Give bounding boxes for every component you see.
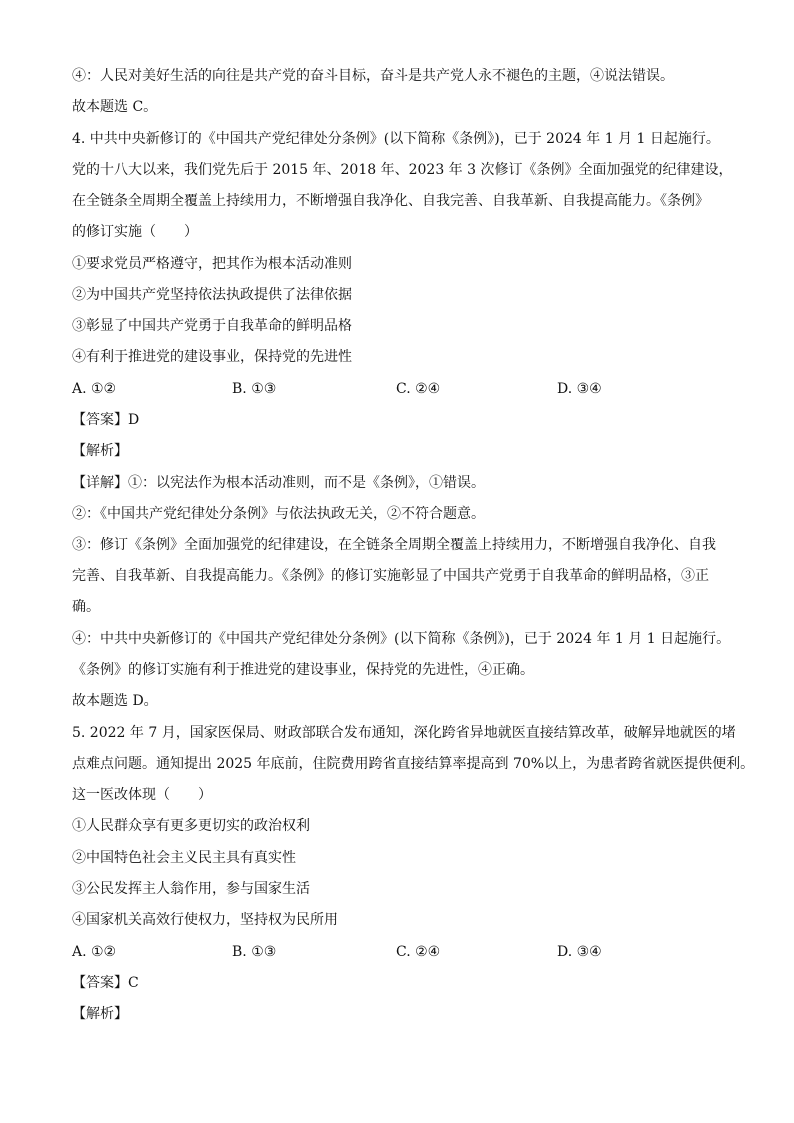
answer-line: 【答案】C xyxy=(72,975,139,991)
detail-line: ④：中共中央新修订的《中国共产党纪律处分条例》(以下简称《条例》)，已于 2024 年 1 月 1 日起施行。 xyxy=(72,631,731,647)
question-4-choice-c: C. ②④ xyxy=(396,381,441,397)
question-4-option: ①要求党员严格遵守，把其作为根本活动准则 xyxy=(72,256,352,272)
question-5-option: ③公民发挥主人翁作用，参与国家生活 xyxy=(72,881,310,897)
question-5-choice-a: A. ①② xyxy=(72,944,117,960)
question-5-stem: 点难点问题。通知提出 2025 年底前，住院费用跨省直接结算率提高到 70%以上，为患者跨省就医提供便利。 xyxy=(72,756,755,772)
detail-line: 故本题选 D。 xyxy=(72,693,158,709)
text-line: 故本题选 C。 xyxy=(72,99,158,115)
question-4-stem: 的修订实施（ ） xyxy=(72,224,198,240)
question-4-stem: 党的十八大以来，我们党先后于 2015 年、2018 年、2023 年 3 次修订《条例》全面加强党的纪律建设， xyxy=(72,162,733,178)
detail-line: 【详解】①：以宪法作为根本活动准则，而不是《条例》，①错误。 xyxy=(72,475,485,491)
detail-line: 完善、自我革新、自我提高能力。《条例》的修订实施彰显了中国共产党勇于自我革命的鲜明品格，③正 xyxy=(72,568,709,584)
analysis-heading: 【解析】 xyxy=(72,1006,128,1022)
question-5-choice-b: B. ①③ xyxy=(232,944,277,960)
question-5-choice-c: C. ②④ xyxy=(396,944,441,960)
question-5-option: ②中国特色社会主义民主具有真实性 xyxy=(72,850,296,866)
question-5-choice-d: D. ③④ xyxy=(557,944,602,960)
analysis-heading: 【解析】 xyxy=(72,443,128,459)
question-4-choice-a: A. ①② xyxy=(72,381,117,397)
question-4-option: ④有利于推进党的建设事业，保持党的先进性 xyxy=(72,349,352,365)
detail-line: 确。 xyxy=(72,599,100,615)
question-5-option: ①人民群众享有更多更切实的政治权利 xyxy=(72,818,310,834)
question-4-option: ③彰显了中国共产党勇于自我革命的鲜明品格 xyxy=(72,318,352,334)
question-4-option: ②为中国共产党坚持依法执政提供了法律依据 xyxy=(72,287,352,303)
question-4-stem: 4. 中共中央新修订的《中国共产党纪律处分条例》(以下简称《条例》)，已于 2024 年 1 月 1 日起施行。 xyxy=(72,131,720,147)
question-5-option: ④国家机关高效行使权力，坚持权为民所用 xyxy=(72,912,338,928)
question-5-stem: 5. 2022 年 7 月，国家医保局、财政部联合发布通知，深化跨省异地就医直接结算改革，破解异地就医的堵 xyxy=(72,725,736,741)
detail-line: ②：《中国共产党纪律处分条例》与依法执政无关，②不符合题意。 xyxy=(72,506,485,522)
detail-line: 《条例》的修订实施有利于推进党的建设事业，保持党的先进性，④正确。 xyxy=(72,662,534,678)
question-4-choice-d: D. ③④ xyxy=(557,381,602,397)
text-line: ④：人民对美好生活的向往是共产党的奋斗目标，奋斗是共产党人永不褪色的主题，④说法错误。 xyxy=(72,68,674,84)
detail-line: ③：修订《条例》全面加强党的纪律建设，在全链条全周期全覆盖上持续用力，不断增强自我净化、自我 xyxy=(72,537,716,553)
answer-line: 【答案】D xyxy=(72,412,140,428)
question-5-stem: 这一医改体现（ ） xyxy=(72,787,212,803)
question-4-choice-b: B. ①③ xyxy=(232,381,277,397)
question-4-stem: 在全链条全周期全覆盖上持续用力，不断增强自我净化、自我完善、自我革新、自我提高能力。《条例》 xyxy=(72,193,709,209)
